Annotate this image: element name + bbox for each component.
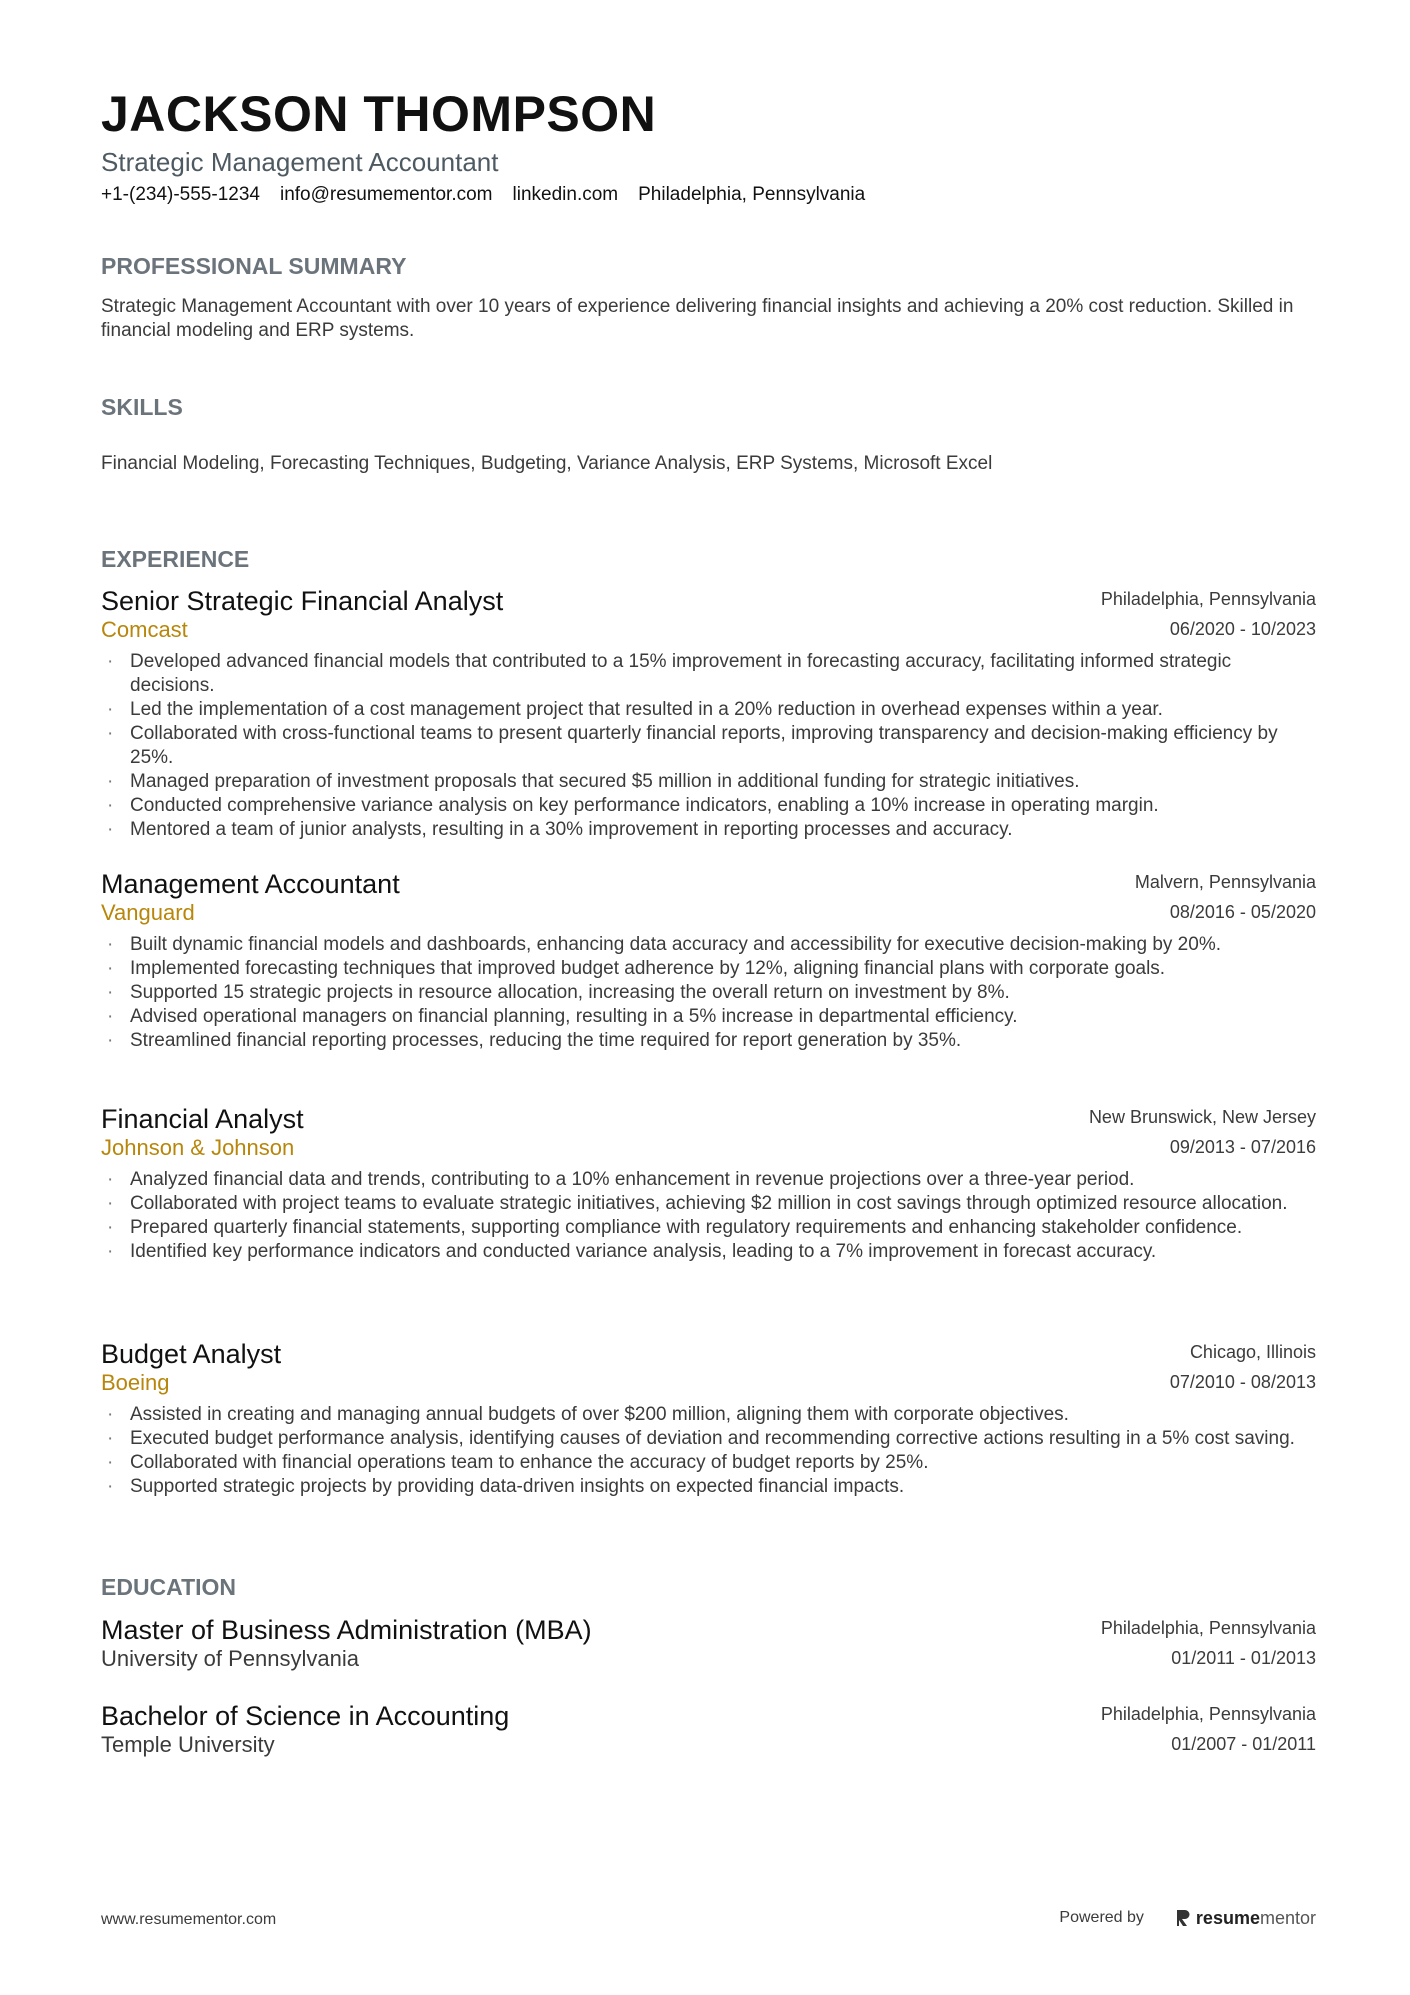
degree-title: Bachelor of Science in Accounting [101, 1701, 510, 1731]
bullet: · Collaborated with financial operations team to enhance the accuracy of budget reports by 25%. [101, 1451, 1316, 1475]
contact-line [101, 183, 865, 207]
powered-by-label: Powered by [1059, 1909, 1144, 1926]
resumementor-logo-icon [1176, 1909, 1190, 1927]
education-location: Philadelphia, Pennsylvania [1100, 1618, 1316, 1638]
bullet: · Supported 15 strategic projects in resource allocation, increasing the overall return on investment by 8%. [101, 981, 1316, 1005]
education-dates: 01/2007 - 01/2011 [1171, 1734, 1316, 1754]
degree-title: Master of Business Administration (MBA) [101, 1615, 592, 1645]
job-dates: 09/2013 - 07/2016 [1169, 1137, 1316, 1157]
bullet: · Led the implementation of a cost management project that resulted in a 20% reduction in overhead expenses within a year. [101, 698, 1316, 722]
bullet: · Advised operational managers on financial planning, resulting in a 5% increase in departmental efficiency. [101, 1005, 1316, 1029]
bullet: · Identified key performance indicators and conducted variance analysis, leading to a 7% improvement in forecast accuracy. [101, 1240, 1316, 1264]
experience-heading: EXPERIENCE [101, 546, 250, 572]
summary-text: Strategic Management Accountant with over 10 years of experience delivering financial insights and achieving a 20% cost reduction. Skilled in financial modeling and ERP systems. [101, 296, 1294, 341]
contact-location: Philadelphia, Pennsylvania [638, 184, 866, 205]
brand-logo[interactable] [1176, 1907, 1316, 1929]
job-company: Johnson & Johnson [101, 1135, 295, 1160]
bullet: · Streamlined financial reporting processes, reducing the time required for report generation by 35%. [101, 1029, 1316, 1053]
job-location: Chicago, Illinois [1189, 1342, 1316, 1362]
bullet: · Analyzed financial data and trends, contributing to a 10% enhancement in revenue projections over a three-year period. [101, 1168, 1316, 1192]
job-title: Senior Strategic Financial Analyst [101, 586, 504, 616]
footer-website[interactable]: www.resumementor.com [101, 1911, 277, 1928]
brand-name-bold: resume [1195, 1908, 1260, 1928]
job-bullets [101, 1403, 1316, 1499]
school-name: University of Pennsylvania [101, 1646, 360, 1671]
education-heading: EDUCATION [101, 1574, 237, 1600]
job-company: Comcast [101, 617, 188, 642]
candidate-name: JACKSON THOMPSON [101, 86, 657, 142]
skills-heading: SKILLS [101, 394, 183, 420]
bullet: · Collaborated with cross-functional teams to present quarterly financial reports, improving transparency and decision-making efficiency by 25%. [101, 722, 1316, 770]
bullet: · Conducted comprehensive variance analysis on key performance indicators, enabling a 10% increase in operating margin. [101, 794, 1316, 818]
bullet: · Mentored a team of junior analysts, resulting in a 30% improvement in reporting processes and accuracy. [101, 818, 1316, 842]
job-company: Vanguard [101, 900, 195, 925]
bullet: · Assisted in creating and managing annual budgets of over $200 million, aligning them with corporate objectives. [101, 1403, 1316, 1427]
bullet: · Implemented forecasting techniques that improved budget adherence by 12%, aligning financial plans with corporate goals. [101, 957, 1316, 981]
bullet: · Collaborated with project teams to evaluate strategic initiatives, achieving $2 million in cost savings through optimized resource allocation. [101, 1192, 1316, 1216]
bullet: · Executed budget performance analysis, identifying causes of deviation and recommending corrective actions resulting in a 5% cost saving. [101, 1427, 1316, 1451]
job-bullets [101, 933, 1316, 1053]
bullet: · Prepared quarterly financial statements, supporting compliance with regulatory requirements and enhancing stakeholder confidence. [101, 1216, 1316, 1240]
job-bullets [101, 650, 1316, 842]
summary-heading: PROFESSIONAL SUMMARY [101, 253, 407, 279]
footer-powered [1059, 1907, 1316, 1929]
job-title: Budget Analyst [101, 1339, 282, 1369]
education-dates: 01/2011 - 01/2013 [1171, 1648, 1316, 1668]
bullet: · Built dynamic financial models and dashboards, enhancing data accuracy and accessibility for executive decision-making by 20%. [101, 933, 1316, 957]
bullet: · Developed advanced financial models that contributed to a 15% improvement in forecasting accuracy, facilitating informed strategic decisions. [101, 650, 1316, 698]
job-title: Management Accountant [101, 869, 400, 899]
job-company: Boeing [101, 1370, 170, 1395]
job-location: Malvern, Pennsylvania [1134, 872, 1316, 892]
job-title: Financial Analyst [101, 1104, 304, 1134]
brand-name-light: mentor [1259, 1908, 1316, 1928]
skills-text: Financial Modeling, Forecasting Techniques, Budgeting, Variance Analysis, ERP Systems, Microsoft Excel [101, 453, 993, 474]
job-dates: 07/2010 - 08/2013 [1169, 1372, 1316, 1392]
job-location: Philadelphia, Pennsylvania [1100, 589, 1316, 609]
job-bullets [101, 1168, 1316, 1264]
bullet: · Managed preparation of investment proposals that secured $5 million in additional funding for strategic initiatives. [101, 770, 1316, 794]
job-location: New Brunswick, New Jersey [1088, 1107, 1316, 1127]
candidate-title: Strategic Management Accountant [101, 147, 499, 177]
contact-phone: +1-(234)-555-1234 [101, 184, 260, 205]
job-dates: 08/2016 - 05/2020 [1169, 902, 1316, 922]
bullet: · Supported strategic projects by providing data-driven insights on expected financial impacts. [101, 1475, 1316, 1499]
school-name: Temple University [101, 1732, 275, 1757]
contact-linkedin[interactable]: linkedin.com [512, 184, 619, 205]
job-dates: 06/2020 - 10/2023 [1169, 619, 1316, 639]
education-location: Philadelphia, Pennsylvania [1100, 1704, 1316, 1724]
contact-email[interactable]: info@resumementor.com [279, 184, 493, 205]
